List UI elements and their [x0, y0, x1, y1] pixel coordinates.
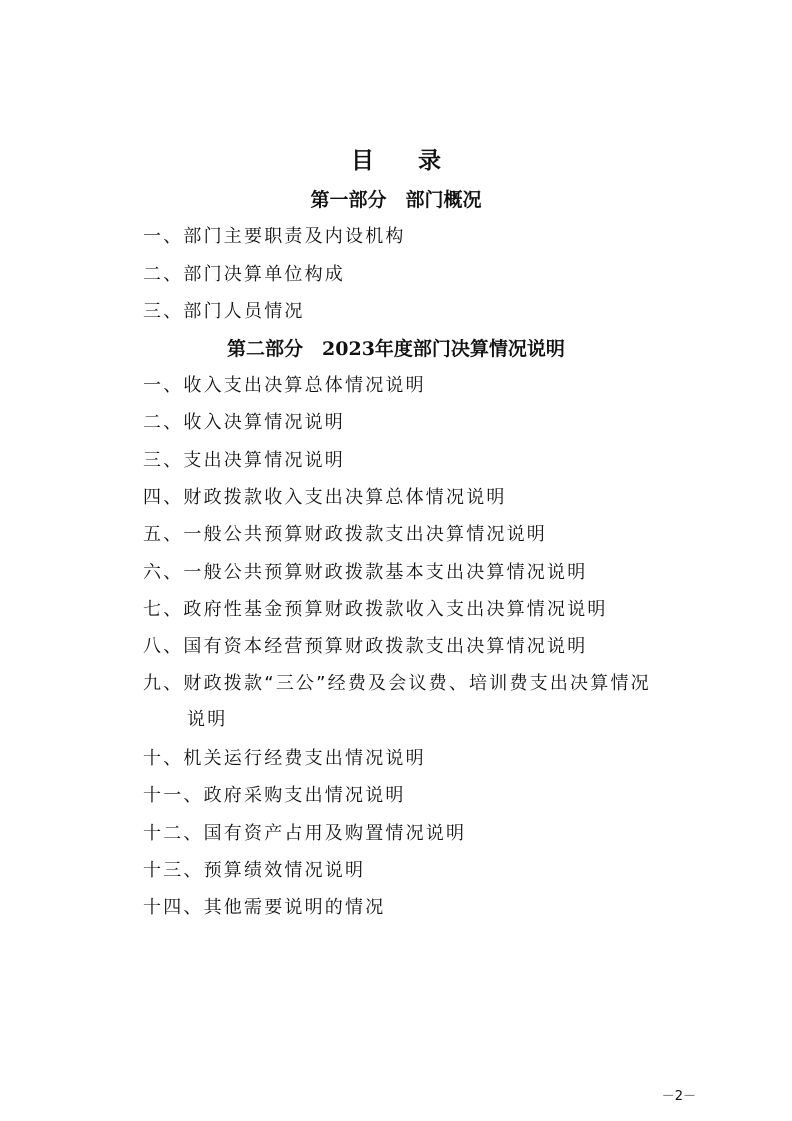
- toc-item: 一、收入支出决算总体情况说明: [143, 375, 426, 396]
- toc-item: 十四、其他需要说明的情况: [143, 897, 386, 918]
- toc-item: 五、一般公共预算财政拨款支出决算情况说明: [143, 524, 547, 545]
- toc-item-continuation: 说明: [187, 709, 228, 730]
- toc-item: 六、一般公共预算财政拨款基本支出决算情况说明: [143, 562, 588, 583]
- toc-item-multiline: [143, 666, 703, 738]
- toc-item: 二、部门决算单位构成: [143, 264, 345, 285]
- part2-heading: 第二部分 2023年度部门决算情况说明: [227, 338, 565, 360]
- toc-item: 三、支出决算情况说明: [143, 450, 345, 471]
- toc-item: 十一、政府采购支出情况说明: [143, 785, 406, 806]
- toc-item: 八、国有资本经营预算财政拨款支出决算情况说明: [143, 636, 588, 657]
- toc-item: 十二、国有资产占用及购置情况说明: [143, 823, 467, 844]
- document-title: 目 录: [350, 148, 459, 174]
- toc-item: 四、财政拨款收入支出决算总体情况说明: [143, 487, 507, 508]
- toc-item: 一、部门主要职责及内设机构: [143, 226, 406, 247]
- toc-item: 七、政府性基金预算财政拨款收入支出决算情况说明: [143, 599, 608, 620]
- part1-heading: 第一部分 部门概况: [310, 189, 482, 211]
- toc-item-line: 九、财政拨款“三公”经费及会议费、培训费支出决算情况: [143, 673, 651, 694]
- toc-item: 十三、预算绩效情况说明: [143, 860, 366, 881]
- toc-item: 十、机关运行经费支出情况说明: [143, 748, 426, 769]
- toc-item: 二、收入决算情况说明: [143, 412, 345, 433]
- page-number: －2－: [661, 1089, 696, 1104]
- toc-item: 三、部门人员情况: [143, 301, 305, 322]
